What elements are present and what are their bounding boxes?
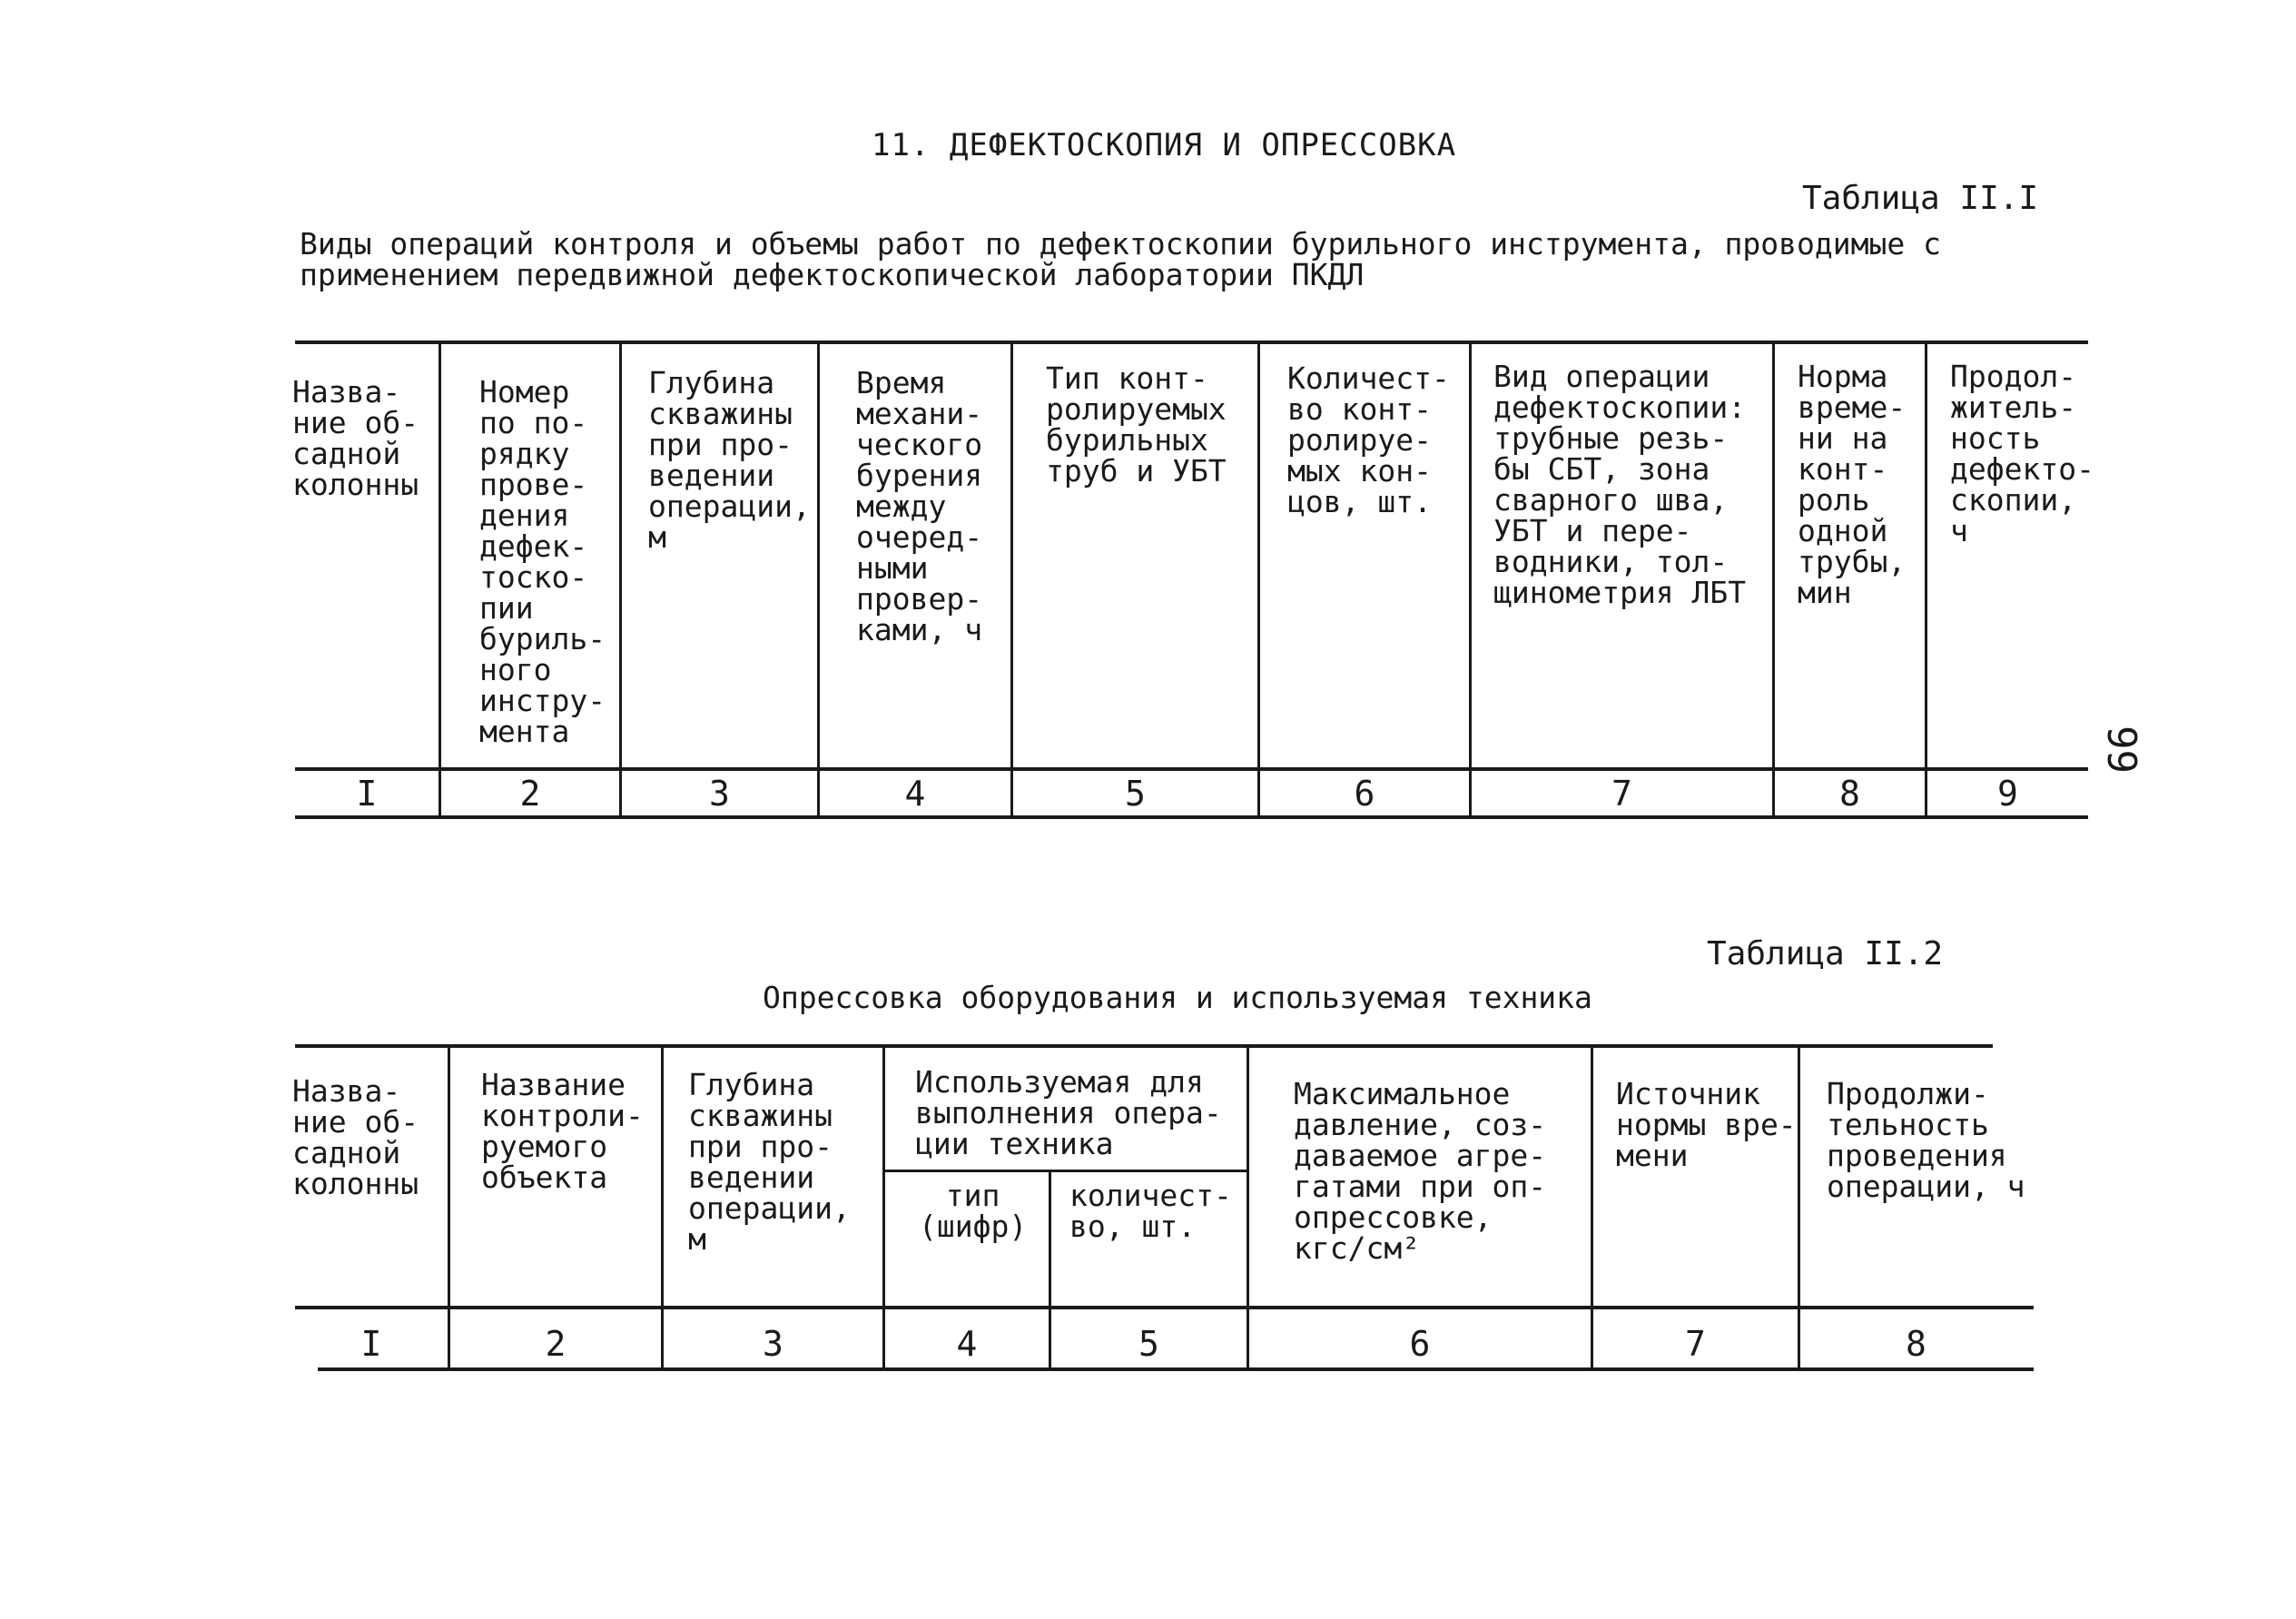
table1-label: Таблица II.I <box>1802 180 2039 217</box>
table2-col-divider <box>1591 1046 1593 1369</box>
table1-col-divider <box>1469 342 1472 817</box>
table2-header-rule <box>295 1306 2034 1309</box>
table2-colnum: 5 <box>1138 1324 1159 1364</box>
table2-top-rule <box>295 1044 1993 1048</box>
table1-header-col6: Количест- во конт- ролируе- мых кон- цов, шт. <box>1287 360 1450 519</box>
table1-colnum: 9 <box>1997 774 2018 814</box>
table2-colnum: 7 <box>1685 1324 1706 1364</box>
table1-bottom-rule <box>295 815 2088 819</box>
table1-colnum: 4 <box>904 774 926 814</box>
table1-header-col1: Назва- ние об- садной колонны <box>292 374 419 502</box>
table1-colnum: 8 <box>1839 774 1860 814</box>
table1-colnum: 6 <box>1354 774 1375 814</box>
table1-col-divider <box>817 342 820 817</box>
table2-col-divider <box>1247 1046 1249 1369</box>
table2-group-rule <box>885 1170 1248 1172</box>
table1-header-col7: Вид операции дефектоскопии: трубные резь- бы СБТ, зона сварного шва, УБТ и пере- водники, тол- щинометрия ЛБТ <box>1493 359 1747 610</box>
table1-colnum: 3 <box>709 774 730 814</box>
table2-colnum: 2 <box>545 1324 567 1364</box>
table2-header-col7: Источник нормы вре- мени <box>1616 1076 1797 1173</box>
table2-colnum: 3 <box>763 1324 783 1364</box>
table2-col-divider <box>1798 1046 1800 1369</box>
section-title: 11. ДЕФЕКТОСКОПИЯ И ОПРЕССОВКА <box>872 127 1457 163</box>
table2-label: Таблица II.2 <box>1707 935 1944 972</box>
table2-col-divider <box>448 1046 450 1369</box>
table1-colnum: 7 <box>1611 774 1632 814</box>
table2-colnum: 8 <box>1906 1324 1926 1364</box>
table1-colnum: 5 <box>1125 774 1146 814</box>
table2-col-divider <box>882 1046 885 1369</box>
table1-col-divider <box>1010 342 1013 817</box>
table2-colnum: 6 <box>1409 1324 1431 1364</box>
table1-header-col9: Продол- житель- ность дефекто- скопии, ч <box>1950 359 2094 548</box>
table2-header-col5: количест- во, шт. <box>1069 1178 1232 1244</box>
table1-header-col3: Глубина скважины при про- ведении операции, м <box>648 365 811 555</box>
table2-bottom-rule <box>318 1367 2034 1371</box>
table2-header-col1: Назва- ние об- садной колонны <box>292 1073 419 1201</box>
table1-caption: Виды операций контроля и объемы работ по дефектоскопии бурильного инструмента, проводимые с применением передвижной дефектоскопической лаборатории ПКДЛ <box>300 226 1941 292</box>
table2-header-col2: Название контроли- руемого объекта <box>481 1067 644 1195</box>
table2-col-divider <box>661 1046 664 1369</box>
table1-col-divider <box>619 342 622 817</box>
table2-header-col6: Максимальное давление, соз- даваемое агре- гатами при оп- опрессовке, кгс/см² <box>1294 1076 1547 1266</box>
table2-header-col3: Глубина скважины при про- ведении операции, м <box>688 1067 851 1257</box>
table1-col-divider <box>1772 342 1775 817</box>
table1-colnum: 2 <box>519 774 541 814</box>
page-number: 99 <box>2097 726 2144 774</box>
table1-header-col8: Норма време- ни на конт- роль одной трубы, мин <box>1798 359 1907 610</box>
table2-colnum: I <box>360 1324 382 1364</box>
table1-colnum: I <box>356 774 378 814</box>
table1-header-rule <box>295 767 2088 771</box>
table1-col-divider <box>1925 342 1927 817</box>
table2-colnum: 4 <box>956 1324 978 1364</box>
table1-header-col5: Тип конт- ролируемых бурильных труб и УБТ <box>1046 360 1227 489</box>
table1-col-divider <box>1257 342 1260 817</box>
table1-col-divider <box>439 342 441 817</box>
table1-header-col2: Номер по по- рядку прове- дения дефек- тоско- пии буриль- ного инстру- мента <box>479 374 606 749</box>
table2-header-col8: Продолжи- тельность проведения операции, ч <box>1827 1076 2025 1204</box>
table2-header-group: Используемая для выполнения опера- ции техника <box>915 1064 1222 1161</box>
table1-header-col4: Время механи- ческого бурения между очеред- ными провер- ками, ч <box>856 365 983 647</box>
table2-caption: Опрессовка оборудования и используемая техника <box>763 980 1592 1015</box>
table2-header-col4: тип (шифр) <box>919 1178 1028 1244</box>
table1-top-rule <box>295 341 2088 344</box>
